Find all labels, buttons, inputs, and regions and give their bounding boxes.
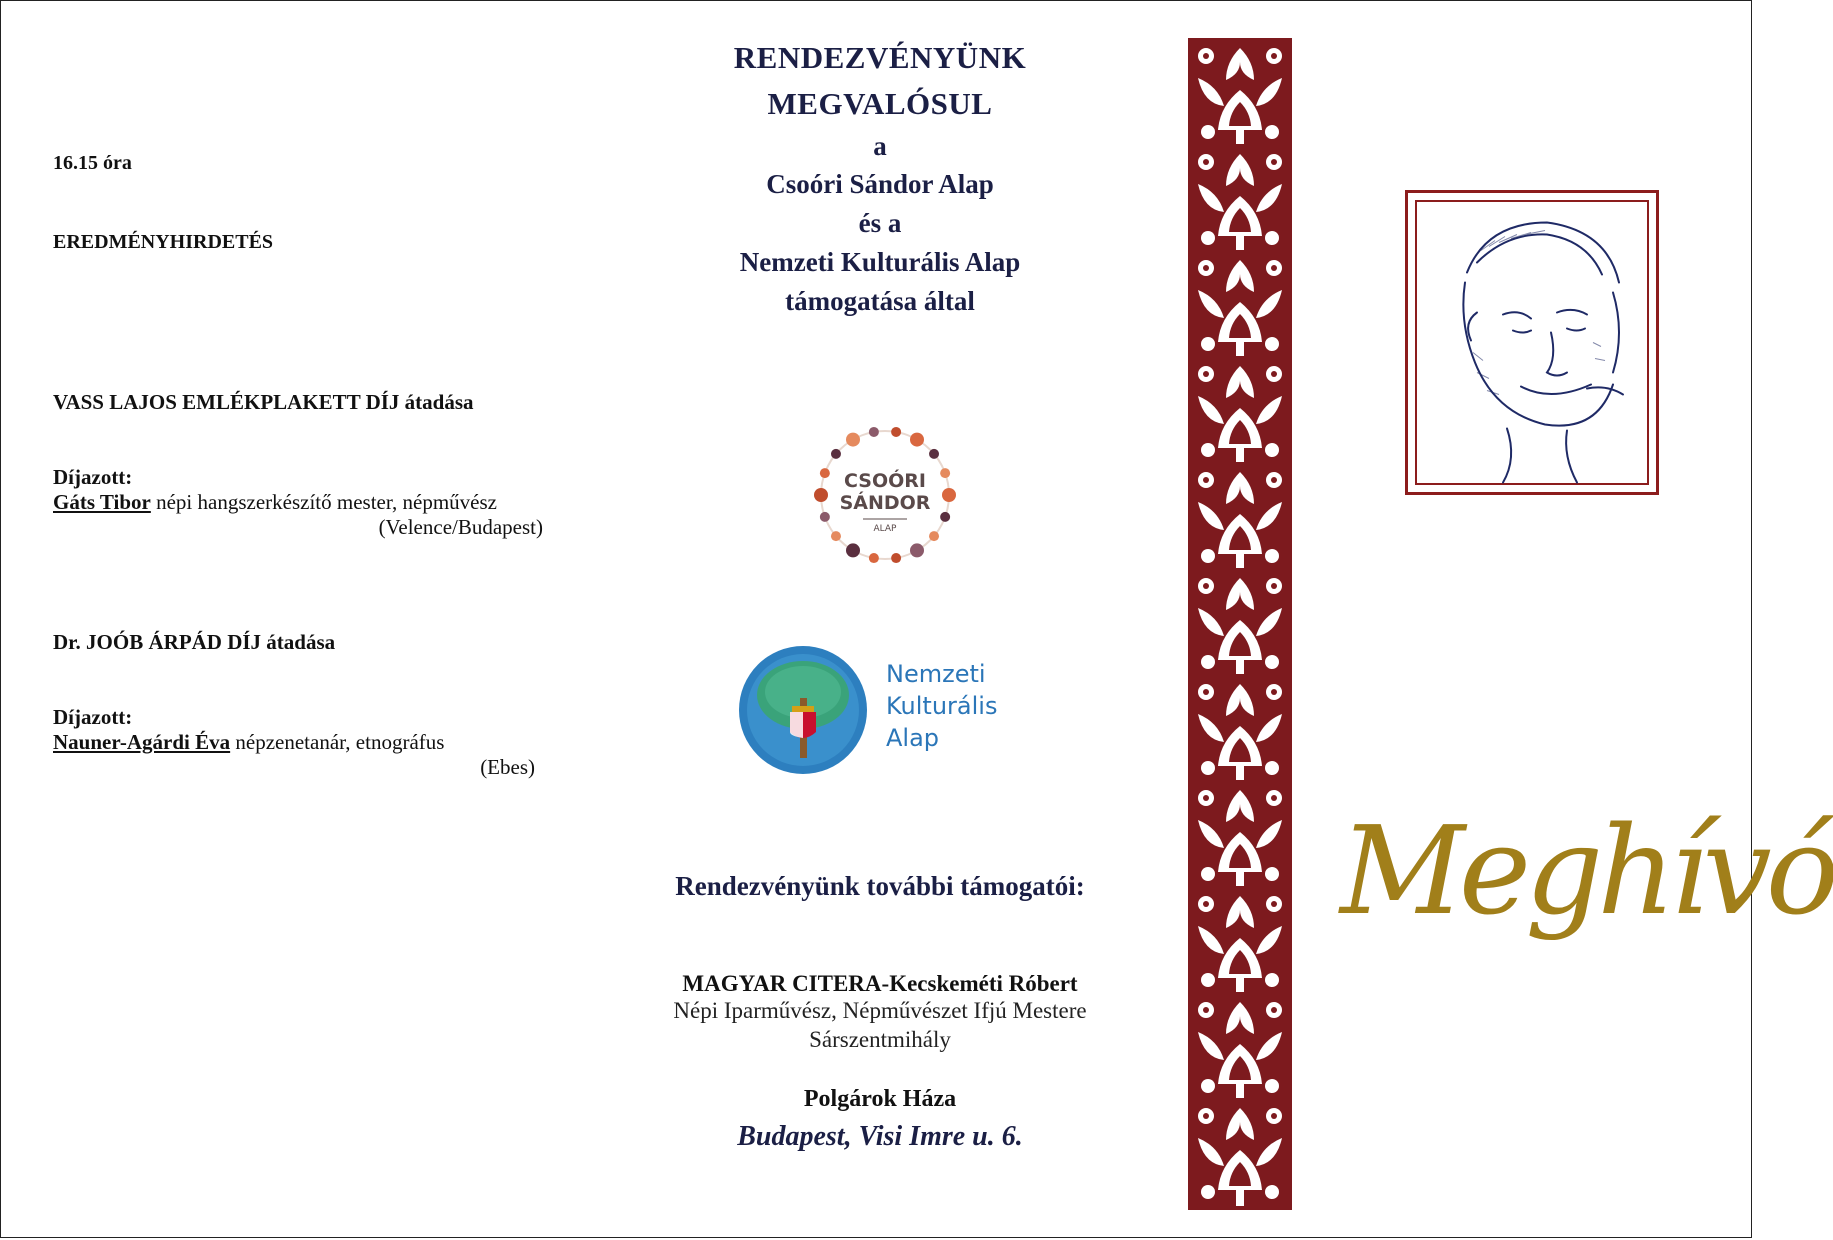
line-csoori: Csoóri Sándor Alap [766,169,994,199]
csoori-sandor-alap-logo [805,415,965,575]
award-winner-desc: népi hangszerkészítő mester, népművész [150,490,497,514]
portrait-sketch-icon [1417,202,1647,483]
wreath-flower [942,488,956,502]
wreath-flower [846,543,860,557]
line-nka: Nemzeti Kulturális Alap [739,247,1021,277]
ornament-tile [1188,568,1292,680]
folk-ornament-strip [1188,38,1292,1204]
line-es-a: és a [858,208,902,238]
sponsor-name: MAGYAR CITERA-Kecskeméti Róbert [682,971,1078,996]
wreath-flower [910,543,924,557]
wreath-flower [869,427,879,437]
award-title: VASS LAJOS EMLÉKPLAKETT DÍJ átadása [53,390,474,414]
wreath-flower [891,427,901,437]
wreath-flower [891,553,901,563]
ornament-tile [1188,250,1292,362]
award-title: Dr. JOÓB ÁRPÁD DÍJ átadása [53,630,336,654]
csoori-logo-line-2: SÁNDOR [839,492,931,514]
wreath-flower [846,433,860,447]
wreath-flower [940,512,950,522]
wreath-flower [869,553,879,563]
ornament-tile [1188,1098,1292,1210]
award-winner-name: Gáts Tibor [53,490,151,514]
results-announcement: EREDMÉNYHIRDETÉS [53,231,274,253]
award-vass-lajos [53,390,543,540]
heading-line-1: RENDEZVÉNYÜNK [733,40,1027,75]
ornament-tile [1188,992,1292,1104]
ornament-tile [1188,38,1292,150]
award-winner-name: Nauner-Agárdi Éva [53,730,231,754]
award-winner-label: Díjazott: [53,705,133,729]
nemzeti-kulturalis-alap-logo [738,640,1028,780]
nka-logo-line-3: Alap [886,724,940,752]
venue-name: Polgárok Háza [803,1086,957,1112]
ornament-tile [1188,462,1292,574]
csoori-logo-line-1: CSOÓRI [844,470,926,492]
sponsor-place: Sárszentmihály [809,1027,951,1052]
portrait-frame [1405,190,1659,495]
program-time: 16.15 óra [53,152,132,174]
csoori-logo-line-3: ALAP [873,524,897,534]
venue-address: Budapest, Visi Imre u. 6. [737,1121,1023,1152]
ornament-tile [1188,780,1292,892]
award-winner-line [53,730,543,755]
wreath-flower [820,468,830,478]
award-winner-place: (Ebes) [480,755,535,779]
supporters-title: Rendezvényünk további támogatói: [675,871,1085,901]
tree-of-life-icon [739,646,867,774]
line-a: a [873,131,887,161]
wreath-flower [940,468,950,478]
wreath-flower [814,488,828,502]
invitation-title: Meghívó [1340,800,1833,942]
nka-logo-line-2: Kulturális [886,692,998,720]
wreath-flower [929,531,939,541]
award-winner-desc: népzenetanár, etnográfus [230,730,445,754]
ornament-tile [1188,674,1292,786]
award-winner-place: (Velence/Budapest) [378,515,543,539]
award-winner-line [53,490,543,515]
nka-logo-line-1: Nemzeti [886,660,986,688]
ornament-tile [1188,144,1292,256]
line-tamogatasa: támogatása által [785,286,975,316]
portrait-drawing [1415,200,1649,485]
wreath-flower [820,512,830,522]
ornament-tile [1188,886,1292,998]
sponsor-title: Népi Iparművész, Népművészet Ifjú Mestere [673,998,1087,1023]
award-winner-label: Díjazott: [53,465,133,489]
ornament-tile [1188,356,1292,468]
wreath-flower [831,531,841,541]
wreath-flower [929,449,939,459]
heading-line-2: MEGVALÓSUL [767,86,993,121]
wreath-flower [831,449,841,459]
award-joob-arpad [53,630,543,780]
wreath-flower [910,433,924,447]
